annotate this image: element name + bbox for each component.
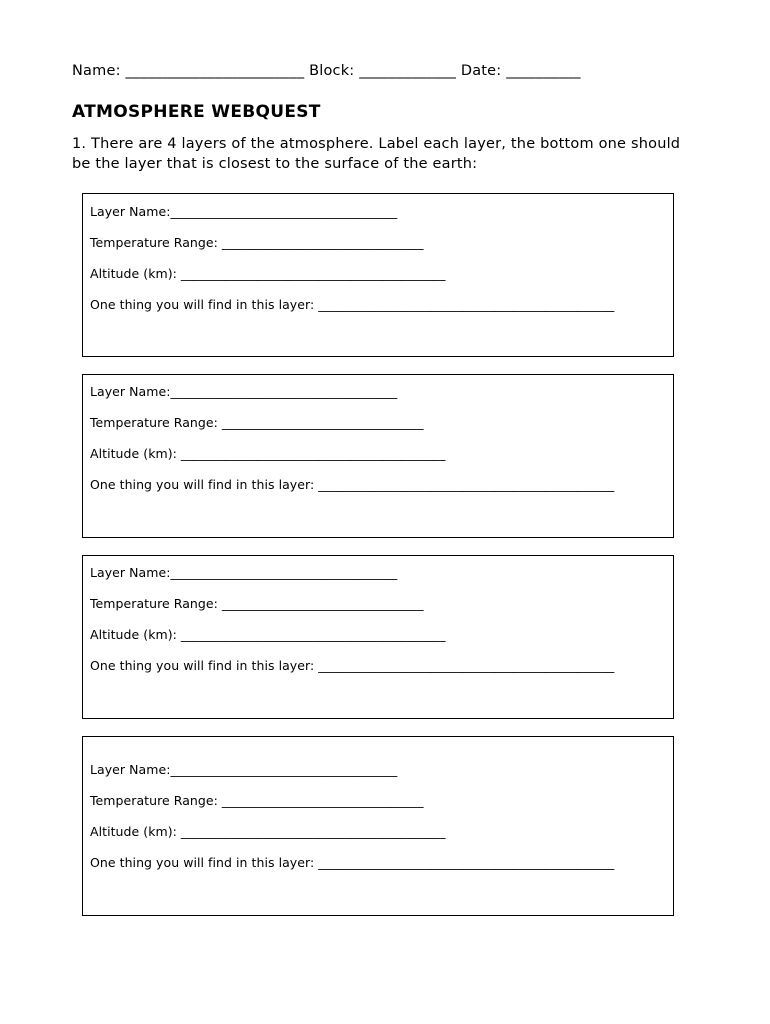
altitude-field: Altitude (km): __________________________________________: [90, 266, 446, 281]
layer-name-field: Layer Name:____________________________________: [90, 204, 398, 219]
layer-box-1: [82, 193, 674, 357]
altitude-field: Altitude (km): __________________________________________: [90, 446, 446, 461]
altitude-field: Altitude (km): __________________________________________: [90, 627, 446, 642]
temperature-range-field: Temperature Range: ________________________________: [90, 596, 424, 611]
temperature-range-field: Temperature Range: ________________________________: [90, 793, 424, 808]
layer-name-field: Layer Name:____________________________________: [90, 762, 398, 777]
altitude-field: Altitude (km): __________________________________________: [90, 824, 446, 839]
temperature-range-field: Temperature Range: ________________________________: [90, 235, 424, 250]
page-title: ATMOSPHERE WEBQUEST: [72, 102, 321, 122]
layer-box-4: [82, 736, 674, 916]
one-thing-field: One thing you will find in this layer: _______________________________________________: [90, 658, 615, 673]
layer-box-2: [82, 374, 674, 538]
layer-name-field: Layer Name:____________________________________: [90, 565, 398, 580]
one-thing-field: One thing you will find in this layer: _______________________________________________: [90, 477, 615, 492]
one-thing-field: One thing you will find in this layer: _______________________________________________: [90, 297, 615, 312]
one-thing-field: One thing you will find in this layer: _______________________________________________: [90, 855, 615, 870]
header-fields: Name: ________________________ Block: _____________ Date: __________: [72, 63, 581, 79]
temperature-range-field: Temperature Range: ________________________________: [90, 415, 424, 430]
layer-name-field: Layer Name:____________________________________: [90, 384, 398, 399]
layer-box-3: [82, 555, 674, 719]
question-1: 1. There are 4 layers of the atmosphere. Label each layer, the bottom one should be the layer that is closest to the surface of the earth:: [72, 136, 681, 172]
